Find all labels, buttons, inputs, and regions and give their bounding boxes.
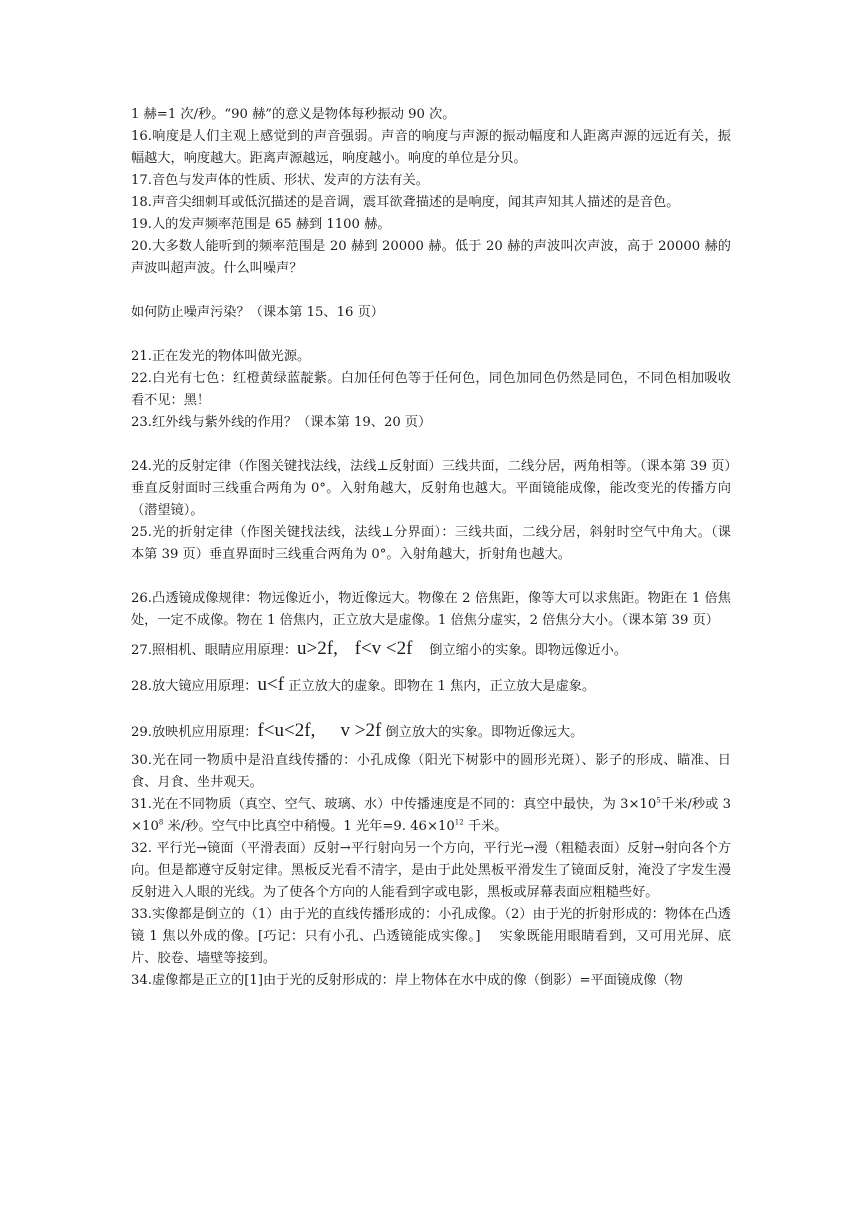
paragraph-24: 24.光的反射定律（作图关键找法线，法线⊥反射面）三线共面，二线分居，两角相等。（课本第 39 页）垂直反射面时三线重合两角为 0°。入射角越大，反射角也越大。平面镜能成像，能改变光的传播方向（潜望镜）。: [131, 459, 731, 518]
blank-line: [131, 280, 731, 302]
formula-29-label: 29.放映机应用原理：: [131, 725, 258, 740]
paragraph-34: 34.虚像都是正立的[1]由于光的反射形成的：岸上物体在水中成的像（倒影）=平面镜成像（物: [131, 973, 683, 988]
formula-28-condition-u: u<f: [257, 674, 285, 695]
paragraph-31: [131, 794, 731, 838]
blank-line: [131, 566, 731, 588]
paragraph-31-part-d: 千米。: [463, 819, 508, 834]
formula-28-text: 正立放大的虚象。即物在 1 焦内，正立放大是虚象。: [288, 679, 596, 694]
paragraph-noise: 如何防止噪声污染？（课本第 15、16 页）: [131, 305, 384, 320]
paragraph-22: 22.白光有七色：红橙黄绿蓝靛紫。白加任何色等于任何色，同色加同色仍然是同色，不同色相加吸收看不见：黑！: [131, 371, 731, 408]
paragraph-33: 33.实像都是倒立的（1）由于光的直线传播形成的：小孔成像。（2）由于光的折射形成的：物体在凸透镜 1 焦以外成的像。[巧记：只有小孔、凸透镜能成实像。] 实象既能用眼睛看到，又可用光屏、底片、胶卷、墙壁等接到。: [131, 907, 731, 966]
exponent-12: 12: [454, 818, 464, 827]
formula-line-27: [131, 632, 731, 668]
formula-27-condition-u: u>2f,: [297, 638, 338, 659]
paragraph-19: 19.人的发声频率范围是 65 赫到 1100 赫。: [131, 217, 391, 232]
formula-29-condition-u: f<u<2f,: [257, 720, 316, 741]
formula-line-29: [131, 714, 731, 750]
paragraph-20: 20.大多数人能听到的频率范围是 20 赫到 20000 赫。低于 20 赫的声波叫次声波，高于 20000 赫的声波叫超声波。什么叫噪声？: [131, 239, 731, 276]
exponent-5: 5: [656, 796, 661, 805]
paragraph-21: 21.正在发光的物体叫做光源。: [131, 349, 311, 364]
blank-line: [131, 704, 731, 714]
formula-27-condition-v: f<v <2f: [354, 638, 413, 659]
paragraph-17: 17.音色与发声体的性质、形状、发声的方法有关。: [131, 173, 429, 188]
paragraph-hertz: 1 赫=1 次/秒。“90 赫”的意义是物体每秒振动 90 次。: [131, 107, 456, 122]
paragraph-26: 26.凸透镜成像规律：物远像近小，物近像远大。物像在 2 倍焦距，像等大可以求焦距。物距在 1 倍焦处，一定不成像。物在 1 倍焦内，正立放大是虚像。1 倍焦分虚实，2 倍焦分大小。（课本第 39 页）: [131, 591, 731, 628]
paragraph-32: 32. 平行光→镜面（平滑表面）反射→平行射向另一个方向，平行光→漫（粗糙表面）反射→射向各个方向。但是都遵守反射定律。黑板反光看不清字，是由于此处黑板平滑发生了镜面反射，淹没了字发生漫反射进入人眼的光线。为了使各个方向的人能看到字或电影，黑板或屏幕表面应粗糙些好。: [131, 841, 731, 900]
blank-line: [131, 434, 731, 456]
formula-29-text: 倒立放大的实象。即物近像远大。: [385, 725, 584, 740]
paragraph-30: 30.光在同一物质中是沿直线传播的：小孔成像（阳光下树影中的圆形光斑）、影子的形成、瞄准、日食、月食、坐井观天。: [131, 753, 731, 790]
formula-27-label: 27.照相机、眼睛应用原理：: [131, 643, 298, 658]
formula-27-text: 倒立缩小的实象。即物远像近小。: [429, 643, 628, 658]
blank-line: [131, 324, 731, 346]
paragraph-31-part-b: 千米/秒或 3×10: [131, 797, 731, 834]
exponent-8: 8: [158, 818, 164, 827]
formula-line-28: [131, 668, 731, 704]
paragraph-31-part-a: 31.光在不同物质（真空、空气、玻璃、水）中传播速度是不同的：真空中最快，为 3×10: [131, 797, 657, 812]
formula-29-condition-v: v >2f: [340, 720, 382, 741]
paragraph-18: 18.声音尖细刺耳或低沉描述的是音调，震耳欲聋描述的是响度，闻其声知其人描述的是音色。: [131, 195, 680, 210]
paragraph-23: 23.红外线与紫外线的作用？（课本第 19、20 页）: [131, 415, 432, 430]
paragraph-31-part-c: 米/秒。空气中比真空中稍慢。1 光年=9. 46×10: [163, 819, 455, 834]
paragraph-25: 25.光的折射定律（作图关键找法线，法线⊥分界面）：三线共面，二线分居，斜射时空气中角大。（课本第 39 页）垂直界面时三线重合两角为 0°。入射角越大，折射角也越大。: [131, 525, 731, 562]
formula-28-label: 28.放大镜应用原理：: [131, 679, 258, 694]
paragraph-16: 16.响度是人们主观上感觉到的声音强弱。声音的响度与声源的振动幅度和人距离声源的远近有关，振幅越大，响度越大。距离声源越远，响度越小。响度的单位是分贝。: [131, 129, 731, 166]
document-body: [131, 104, 731, 992]
